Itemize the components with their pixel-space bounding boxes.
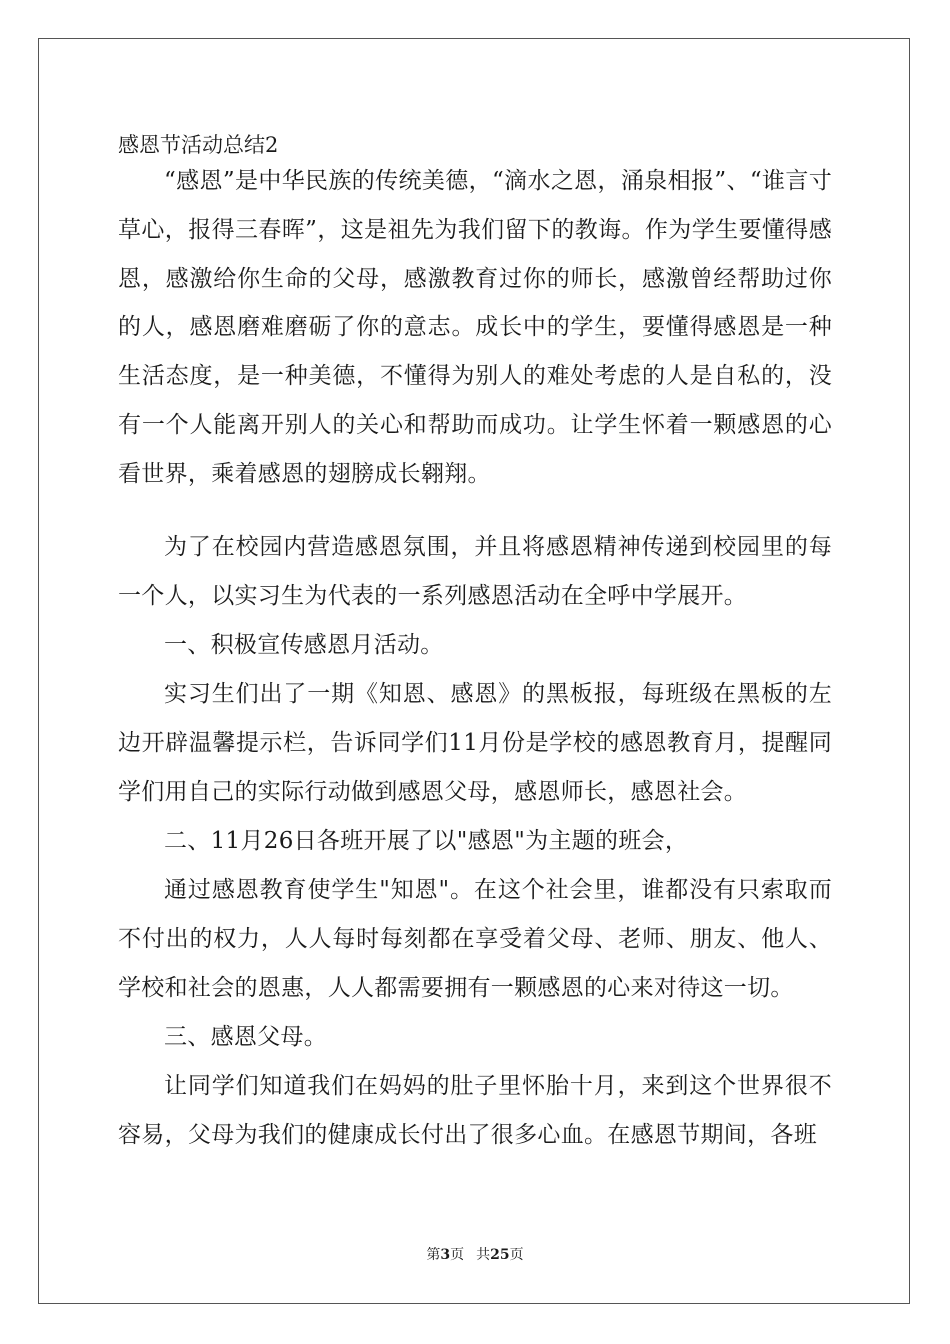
paragraph-campus-activity: 为了在校园内营造感恩氛围，并且将感恩精神传递到校园里的每一个人，以实习生为代表的一系列感恩活动在全呼中学展开。 (118, 534, 832, 609)
paragraph-parents: 让同学们知道我们在妈妈的肚子里怀胎十月，来到这个世界很不容易，父母为我们的健康成长付出了很多心血。在感恩节期间，各班 (118, 1073, 832, 1148)
footer-total-prefix: 共 (476, 1247, 491, 1263)
paragraph-class-meeting: 通过感恩教育使学生"知恩"。在这个社会里，谁都没有只索取而不付出的权力，人人每时每刻都在享受着父母、老师、朋友、他人、学校和社会的恩惠，人人都需要拥有一颗感恩的心来对待这一切。 (118, 877, 832, 1001)
footer-page-total: 25 (490, 1247, 510, 1263)
heading-section-one: 一、积极宣传感恩月活动。 (164, 632, 444, 658)
paragraph-intro: “感恩”是中华民族的传统美德，“滴水之恩，涌泉相报”、“谁言寸草心，报得三春晖”，这是祖先为我们留下的教诲。作为学生要懂得感恩，感激给你生命的父母，感激教育过你的师长，感激曾经帮助过你的人，感恩磨难磨砺了你的意志。成长中的学生，要懂得感恩是一种生活态度，是一种美德，不懂得为别人的难处考虑的人是自私的，没有一个人能离开别人的关心和帮助而成功。让学生怀着一颗感恩的心看世界，乘着感恩的翅膀成长翱翔。 (118, 168, 832, 487)
heading-section-three: 三、感恩父母。 (164, 1024, 328, 1050)
footer-page-unit: 页 (450, 1247, 465, 1263)
page-footer (0, 1245, 950, 1265)
footer-page-current: 3 (440, 1247, 451, 1263)
paragraph-blackboard: 实习生们出了一期《知恩、感恩》的黑板报，每班级在黑板的左边开辟温馨提示栏，告诉同学们11月份是学校的感恩教育月，提醒同学们用自己的实际行动做到感恩父母，感恩师长，感恩社会。 (118, 681, 832, 805)
document-title: 感恩节活动总结2 (118, 133, 279, 157)
footer-total-unit: 页 (509, 1247, 524, 1263)
heading-section-two: 二、11月26日各班开展了以"感恩"为主题的班会， (164, 828, 689, 854)
footer-page-prefix: 第 (426, 1247, 441, 1263)
